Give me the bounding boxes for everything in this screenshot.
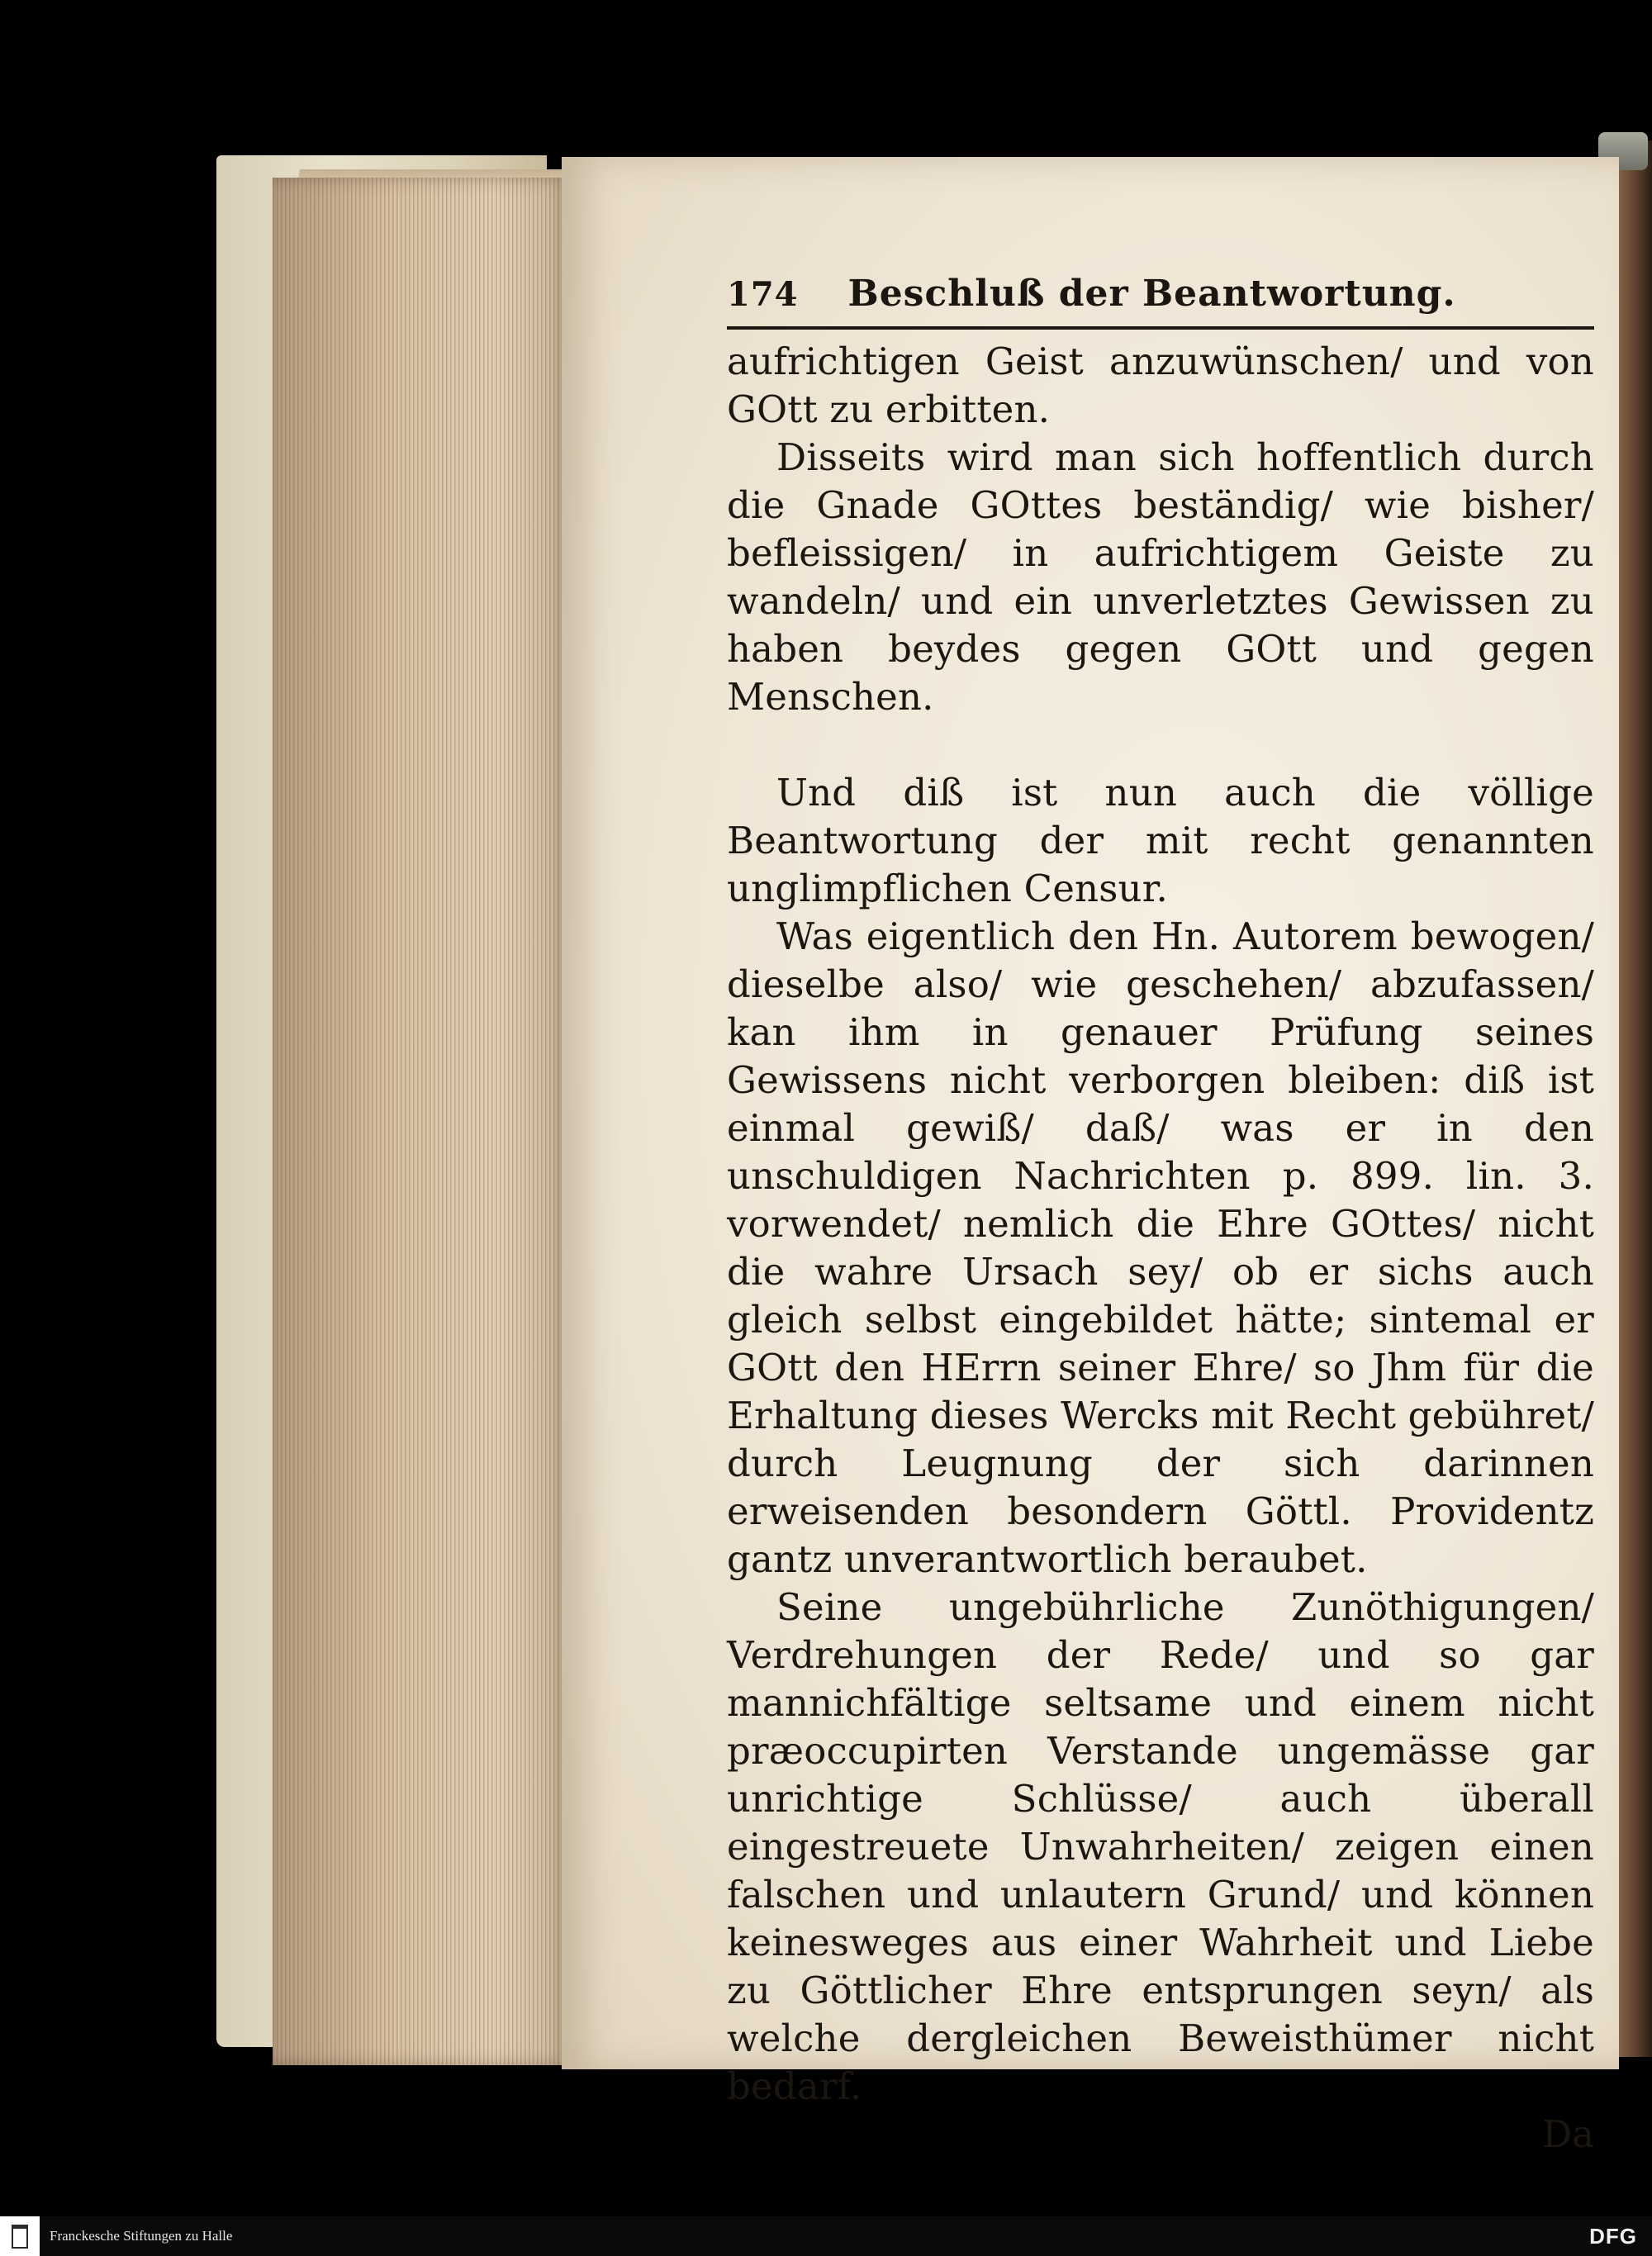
book-page (562, 157, 1619, 2156)
dfg-logo: DFG (1589, 2223, 1637, 2249)
body-text (727, 338, 1594, 2159)
catchword-line (727, 2111, 1594, 2159)
institution-name: Franckesche Stiftungen zu Halle (50, 2228, 233, 2244)
page-content (727, 273, 1594, 2159)
page-number: 174 (727, 275, 799, 314)
catchword: Da (1542, 2112, 1594, 2156)
page-block-edges (273, 178, 570, 2065)
paragraph-gap (727, 721, 1594, 769)
running-head-title: Beschluß der Beantwortung. (847, 273, 1456, 315)
institution-logo-icon (0, 2216, 40, 2256)
paragraph: aufrichtigen Geist anzuwünschen/ und von GOtt zu erbitten. (727, 340, 1594, 431)
paragraph: Disseits wird man sich hoffentlich durch die Gnade GOttes beständig/ wie bisher/ befleissigen/ in aufrichtigem Geiste zu wandeln/ und ein unverletztes Gewissen zu haben beydes gegen GOtt und gegen Menschen. (727, 435, 1594, 719)
footer-bar (0, 2216, 1652, 2256)
paragraph: Was eigentlich den Hn. Autorem bewogen/ dieselbe also/ wie geschehen/ abzufassen/ kan ihm in genauer Prüfung seines Gewissens nicht verborgen bleiben: diß ist einmal gewiß/ daß/ was er in den unschuldigen Nachrichten p. 899. lin. 3. vorwendet/ nemlich die Ehre GOttes/ nicht die wahre Ursach sey/ ob er sichs auch gleich selbst eingebildet hätte; sintemal er GOtt den HErrn seiner Ehre/ so Jhm für die Erhaltung dieses Wercks mit Recht gebühret/ durch Leugnung der sich darinnen erweisenden besondern Göttl. Providentz gantz unverantwortlich beraubet. (727, 914, 1594, 1581)
paragraph: Und diß ist nun auch die völlige Beantwortung der mit recht genannten unglimpflichen Censur. (727, 771, 1594, 910)
running-head (727, 273, 1594, 330)
paragraph: Seine ungebührliche Zunöthigungen/ Verdrehungen der Rede/ und so gar mannichfältige seltsame und einem nicht præoccupirten Verstande ungemässe gar unrichtige Schlüsse/ auch überall eingestreuete Unwahrheiten/ zeigen einen falschen und unlautern Grund/ und können keinesweges aus einer Wahrheit und Liebe zu Göttlicher Ehre entsprungen seyn/ als welche dergleichen Beweisthümer nicht bedarf. (727, 1585, 1594, 2108)
book-front-cover-edge (1615, 140, 1652, 2057)
building-icon (12, 2225, 28, 2249)
